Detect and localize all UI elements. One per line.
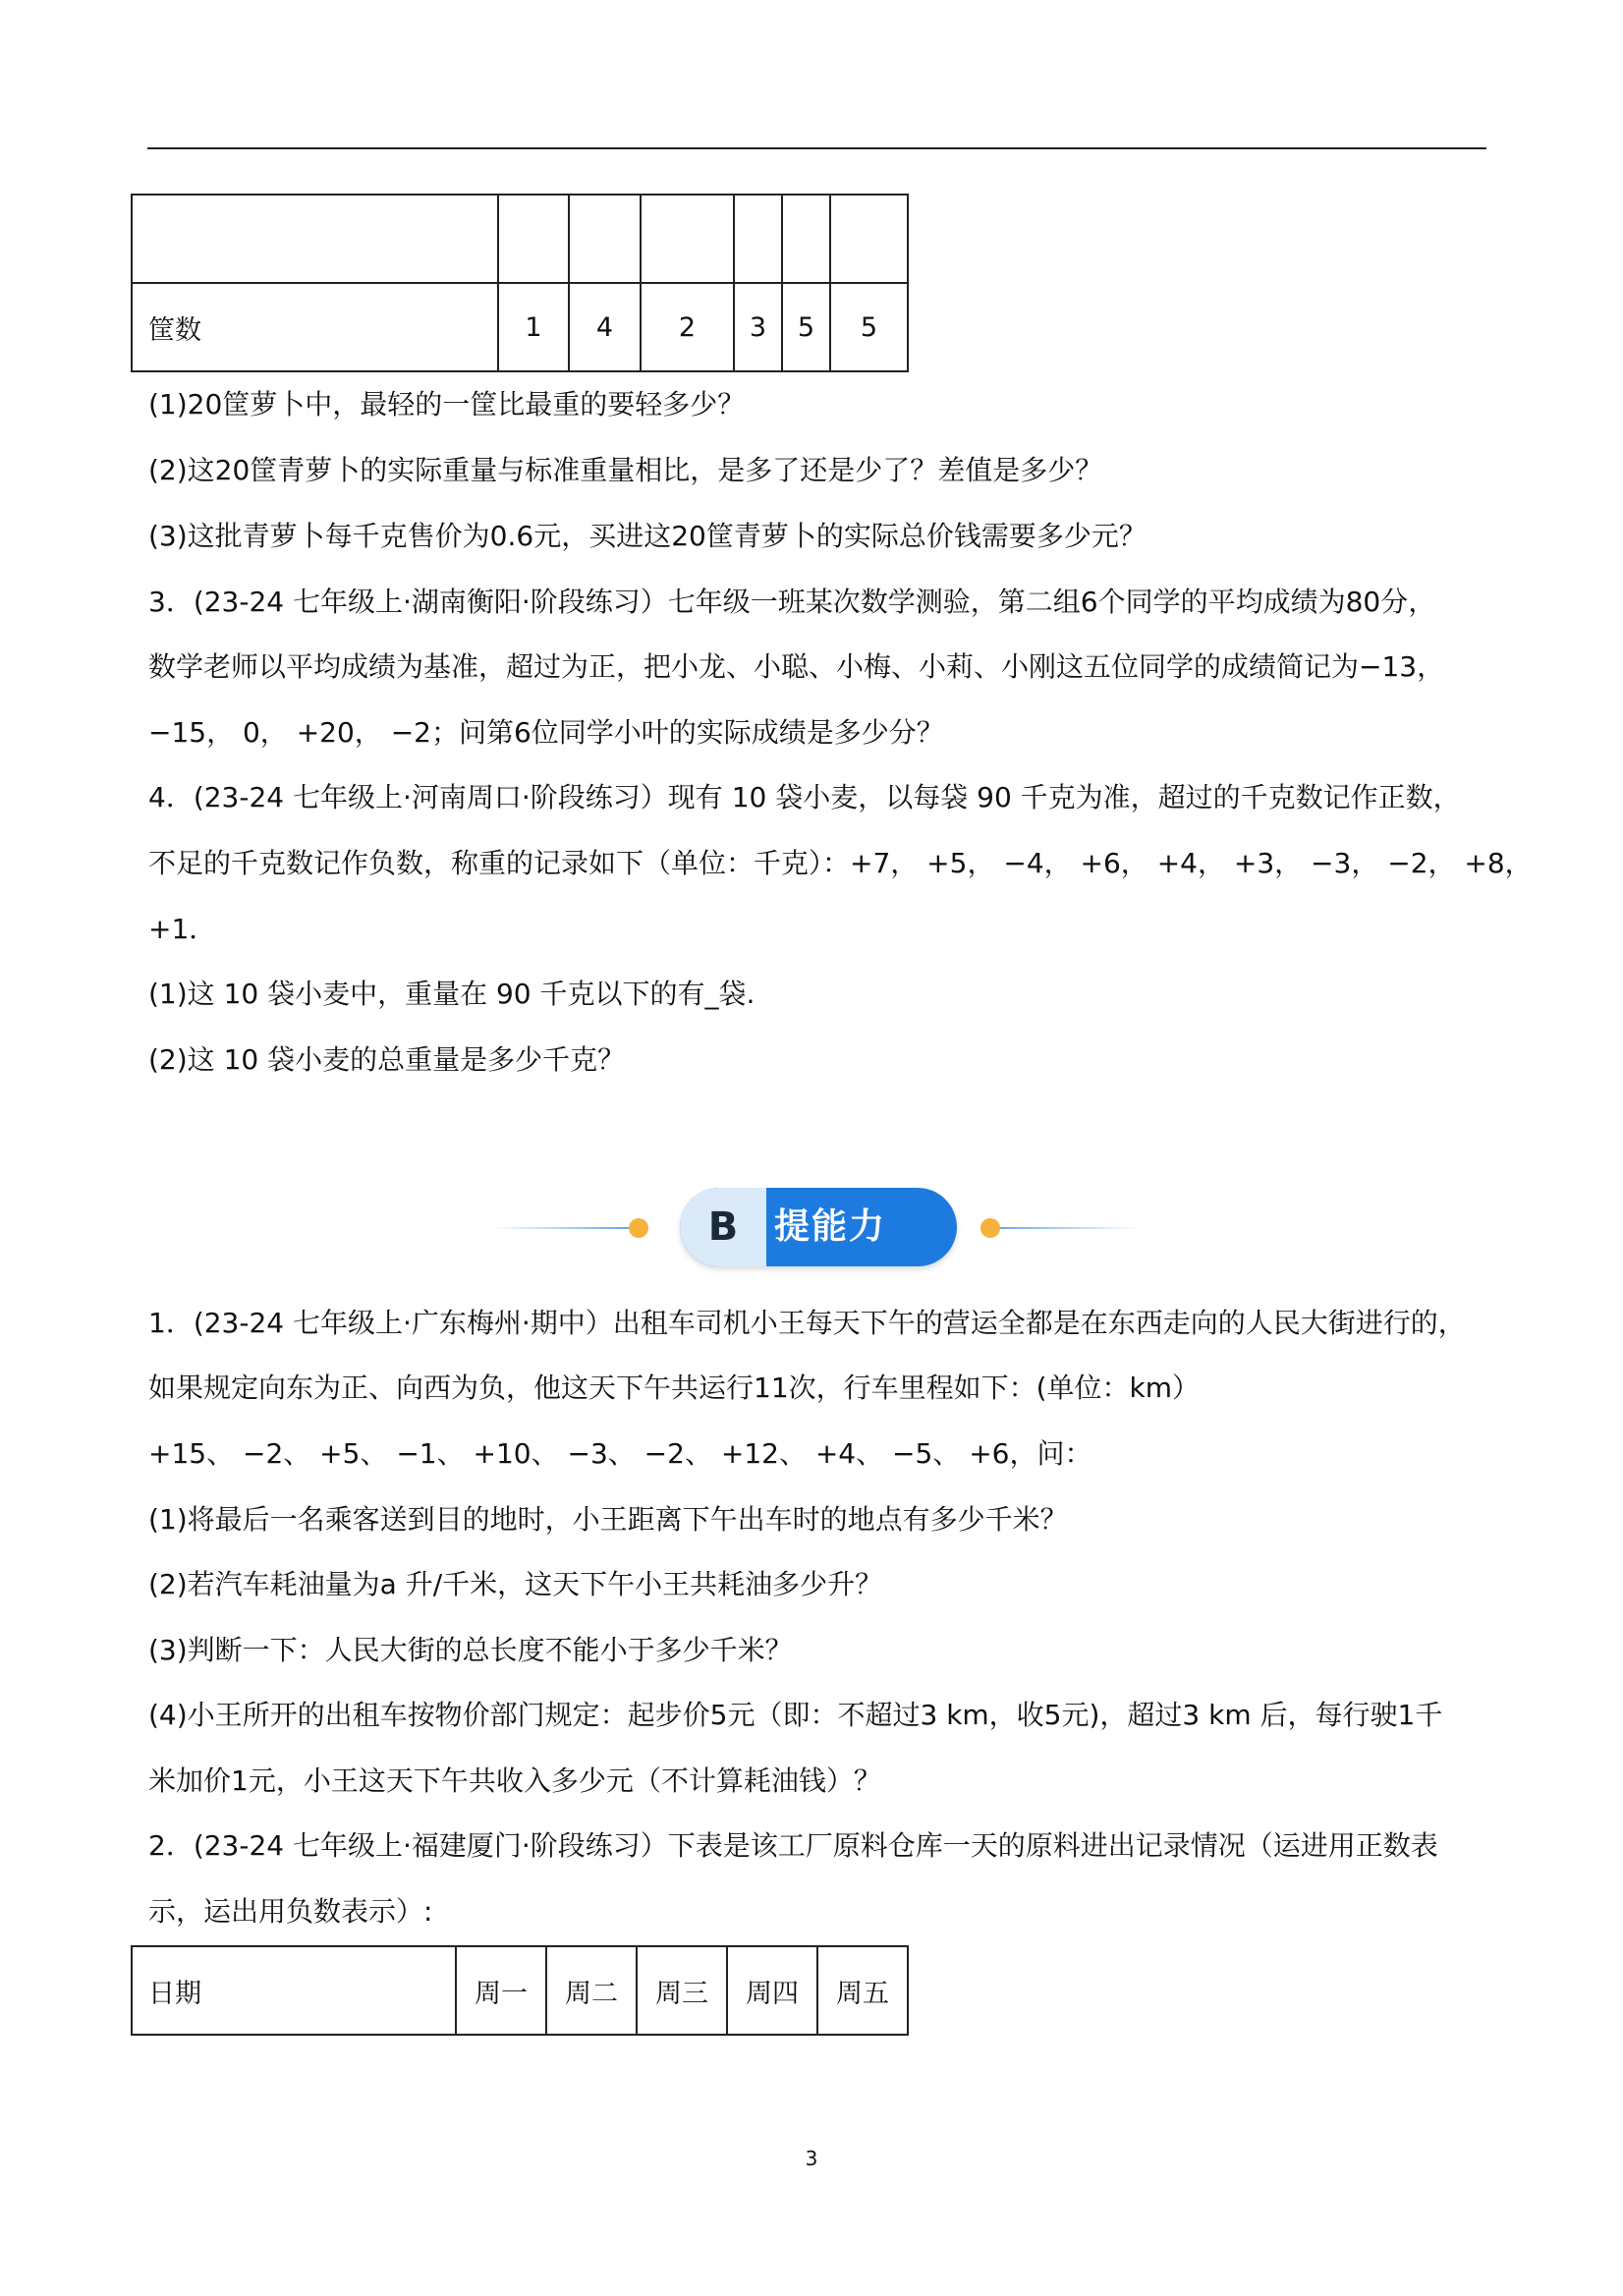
question-text: +1． — [148, 913, 217, 945]
question-text: +15、 −2、 +5、 −1、 +10、 −3、 −2、 +12、 +4、 −5、 +6，问： — [148, 1437, 1092, 1470]
question-text: (2)若汽车耗油量为a 升/千米，这天下午小王共耗油多少升？ — [148, 1568, 883, 1600]
table-row — [132, 1946, 908, 2035]
question-text: 4．(23-24 七年级上·河南周口·阶段练习）现有 10 袋小麦，以每袋 90 千克为准，超过的千克数记作正数， — [148, 781, 1461, 813]
row-label: 筐数 — [132, 283, 498, 371]
table-cell: 周四 — [727, 1946, 817, 2035]
question-text: 2．(23-24 七年级上·福建厦门·阶段练习）下表是该工厂原料仓库一天的原料进出记录情况（运进用正数表 — [148, 1829, 1438, 1862]
warehouse-table — [131, 1945, 909, 2036]
header-rule — [147, 147, 1486, 149]
banner-pill — [680, 1188, 957, 1266]
question-text: (3)这批青萝卜每千克售价为0.6元，买进这20筐青萝卜的实际总价钱需要多少元？ — [148, 520, 1147, 552]
question-text: 不足的千克数记作负数，称重的记录如下（单位：千克）：+7， +5， −4， +6， +4， +3， −3， −2， +8， — [148, 847, 1533, 879]
table-cell: 周五 — [817, 1946, 908, 2035]
table-row — [132, 195, 908, 283]
table-cell — [498, 195, 569, 283]
question-text: (4)小王所开的出租车按物价部门规定：起步价5元（即：不超过3 km，收5元)，超过3 km 后，每行驶1千 — [148, 1699, 1443, 1731]
basket-table — [131, 194, 909, 372]
question-text: 数学老师以平均成绩为基准，超过为正，把小龙、小聪、小梅、小莉、小刚这五位同学的成绩简记为−13， — [148, 650, 1445, 683]
banner-letter: B — [707, 1204, 739, 1250]
banner-line-right — [982, 1227, 1140, 1229]
question-text: (3)判断一下：人民大街的总长度不能小于多少千米？ — [148, 1634, 793, 1666]
table-cell: 2 — [641, 283, 734, 371]
table-cell: 周三 — [637, 1946, 727, 2035]
table-cell: 4 — [569, 283, 641, 371]
banner-letter-box — [680, 1188, 766, 1266]
table-cell: 5 — [830, 283, 908, 371]
table-cell: 3 — [734, 283, 782, 371]
question-text: (2)这 10 袋小麦的总重量是多少千克？ — [148, 1043, 626, 1076]
table-cell: 1 — [498, 283, 569, 371]
question-text: (1)20筐萝卜中，最轻的一筐比最重的要轻多少？ — [148, 388, 746, 420]
question-text: 如果规定向东为正、向西为负，他这天下午共运行11次，行车里程如下：(单位：km） — [148, 1372, 1201, 1404]
table-cell — [782, 195, 830, 283]
banner-dot-right — [980, 1218, 1000, 1238]
table-cell — [132, 195, 498, 283]
banner-dot-left — [629, 1218, 648, 1238]
banner-line-left — [491, 1227, 639, 1229]
question-text: 1．(23-24 七年级上·广东梅州·期中）出租车司机小王每天下午的营运全都是在东西走向的人民大街进行的， — [148, 1307, 1466, 1339]
question-text: (1)将最后一名乘客送到目的地时，小王距离下午出车时的地点有多少千米？ — [148, 1503, 1068, 1536]
question-text: (1)这 10 袋小麦中，重量在 90 千克以下的有_袋. — [148, 978, 756, 1010]
section-banner — [491, 1184, 1140, 1272]
row-label: 日期 — [132, 1946, 456, 2035]
banner-title: 提能力 — [774, 1206, 887, 1247]
table-cell — [734, 195, 782, 283]
table-row — [132, 283, 908, 371]
question-text: 米加价1元，小王这天下午共收入多少元（不计算耗油钱）？ — [148, 1764, 881, 1797]
table-cell — [830, 195, 908, 283]
page-number: 3 — [805, 2147, 818, 2170]
question-text: (2)这20筐青萝卜的实际重量与标准重量相比，是多了还是少了？差值是多少？ — [148, 454, 1103, 486]
table-cell: 周二 — [546, 1946, 637, 2035]
table-cell — [569, 195, 641, 283]
question-text: 示，运出用负数表示）: — [148, 1895, 433, 1928]
table-cell: 5 — [782, 283, 830, 371]
question-text: −15， 0， +20， −2；问第6位同学小叶的实际成绩是多少分？ — [148, 716, 944, 749]
table-cell — [641, 195, 734, 283]
table-cell: 周一 — [456, 1946, 546, 2035]
question-text: 3．(23-24 七年级上·湖南衡阳·阶段练习）七年级一班某次数学测验，第二组6个同学的平均成绩为80分， — [148, 586, 1436, 618]
